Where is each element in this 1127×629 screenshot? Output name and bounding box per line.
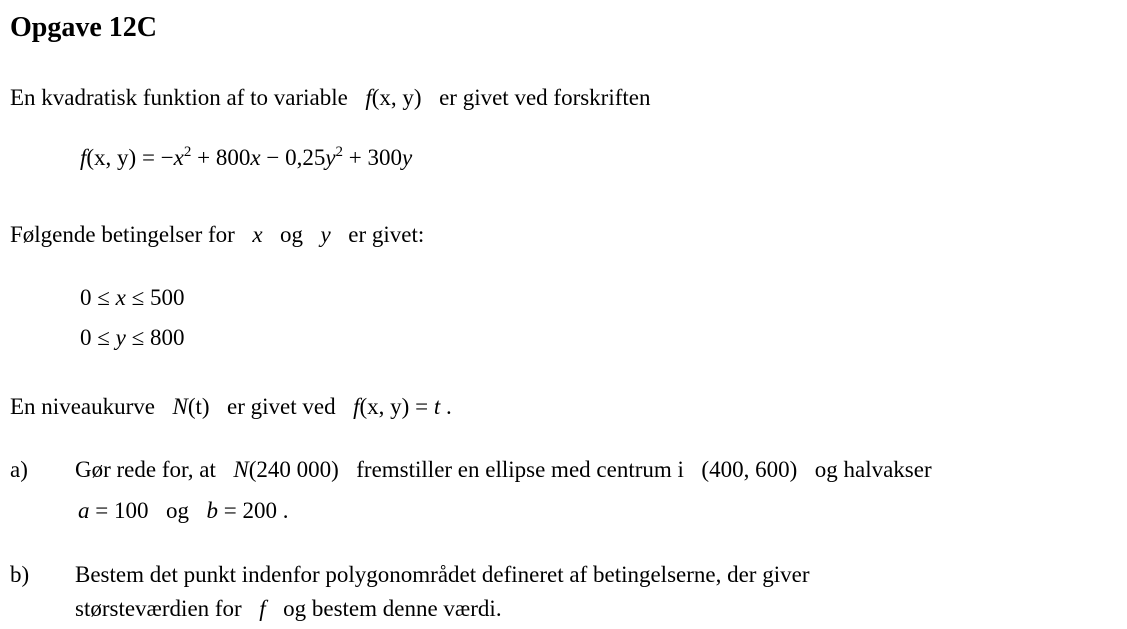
- formula-x2: x: [250, 145, 261, 170]
- condition-y-left: 0 ≤: [80, 325, 116, 350]
- formula-y: y: [325, 145, 336, 170]
- conditions-intro: [10, 223, 424, 246]
- formula-x: x: [173, 145, 184, 170]
- level-N: N: [172, 394, 188, 419]
- formula-term3: − 0,25: [260, 145, 326, 170]
- level-curve-line: [10, 395, 452, 418]
- level-f: f: [353, 394, 360, 419]
- condition-x-var: x: [115, 285, 126, 310]
- formula-sq1: 2: [183, 144, 192, 160]
- qa-N: N: [233, 457, 249, 482]
- conditions-x: x: [252, 222, 263, 247]
- qa-text-after: og halvakser: [814, 457, 932, 482]
- qa-og: og: [165, 498, 189, 523]
- intro-func-args: (x, y): [371, 85, 422, 110]
- condition-y-right: ≤ 800: [125, 325, 185, 350]
- qa-b-val: = 200: [217, 498, 277, 523]
- intro-line: [10, 86, 651, 109]
- condition-y: [80, 326, 184, 349]
- question-b-line2: [75, 597, 502, 620]
- formula-term4: + 300: [343, 145, 403, 170]
- intro-text-after: er givet ved forskriften: [439, 85, 651, 110]
- function-formula: [80, 146, 412, 169]
- intro-func: f: [365, 85, 372, 110]
- exercise-title: Opgave 12C: [10, 12, 157, 43]
- formula-term2: + 800: [191, 145, 251, 170]
- level-text-before: En niveaukurve: [10, 394, 155, 419]
- question-b-line1: Bestem det punkt indenfor polygonområdet defineret af betingelserne, der giver: [75, 562, 810, 587]
- qa-text-mid: fremstiller en ellipse med centrum i: [356, 457, 684, 482]
- formula-args: (x, y): [86, 145, 137, 170]
- qa-b: b: [206, 498, 218, 523]
- formula-y2: y: [402, 145, 413, 170]
- qa-a-val: = 100: [89, 498, 149, 523]
- formula-eq: = −: [136, 145, 174, 170]
- level-t: t: [433, 394, 441, 419]
- question-b-label: b): [10, 562, 30, 587]
- question-a-line1: [75, 458, 932, 481]
- conditions-text-before: Følgende betingelser for: [10, 222, 235, 247]
- formula-f: f: [80, 145, 87, 170]
- level-f-args: (x, y) =: [359, 394, 434, 419]
- formula-sq2: 2: [335, 144, 344, 160]
- condition-y-var: y: [115, 325, 126, 350]
- qb-text-before: størsteværdien for: [75, 596, 242, 621]
- condition-x-right: ≤ 500: [125, 285, 185, 310]
- conditions-y: y: [320, 222, 331, 247]
- question-a-label: a): [10, 457, 28, 482]
- condition-x: [80, 286, 184, 309]
- qa-N-args: (240 000): [248, 457, 339, 482]
- level-text-mid: er givet ved: [227, 394, 336, 419]
- qb-text-after: og bestem denne værdi.: [283, 596, 502, 621]
- qa-text-before: Gør rede for, at: [75, 457, 216, 482]
- condition-x-left: 0 ≤: [80, 285, 116, 310]
- conditions-og: og: [280, 222, 304, 247]
- level-N-args: (t): [187, 394, 210, 419]
- qa-a: a: [78, 498, 90, 523]
- qa-period: .: [276, 498, 289, 523]
- intro-text-before: En kvadratisk funktion af to variable: [10, 85, 348, 110]
- qa-center: (400, 600): [701, 457, 798, 482]
- qb-f: f: [259, 596, 266, 621]
- conditions-text-after: er givet:: [348, 222, 425, 247]
- question-a-line2: [78, 499, 288, 522]
- level-period: .: [440, 394, 452, 419]
